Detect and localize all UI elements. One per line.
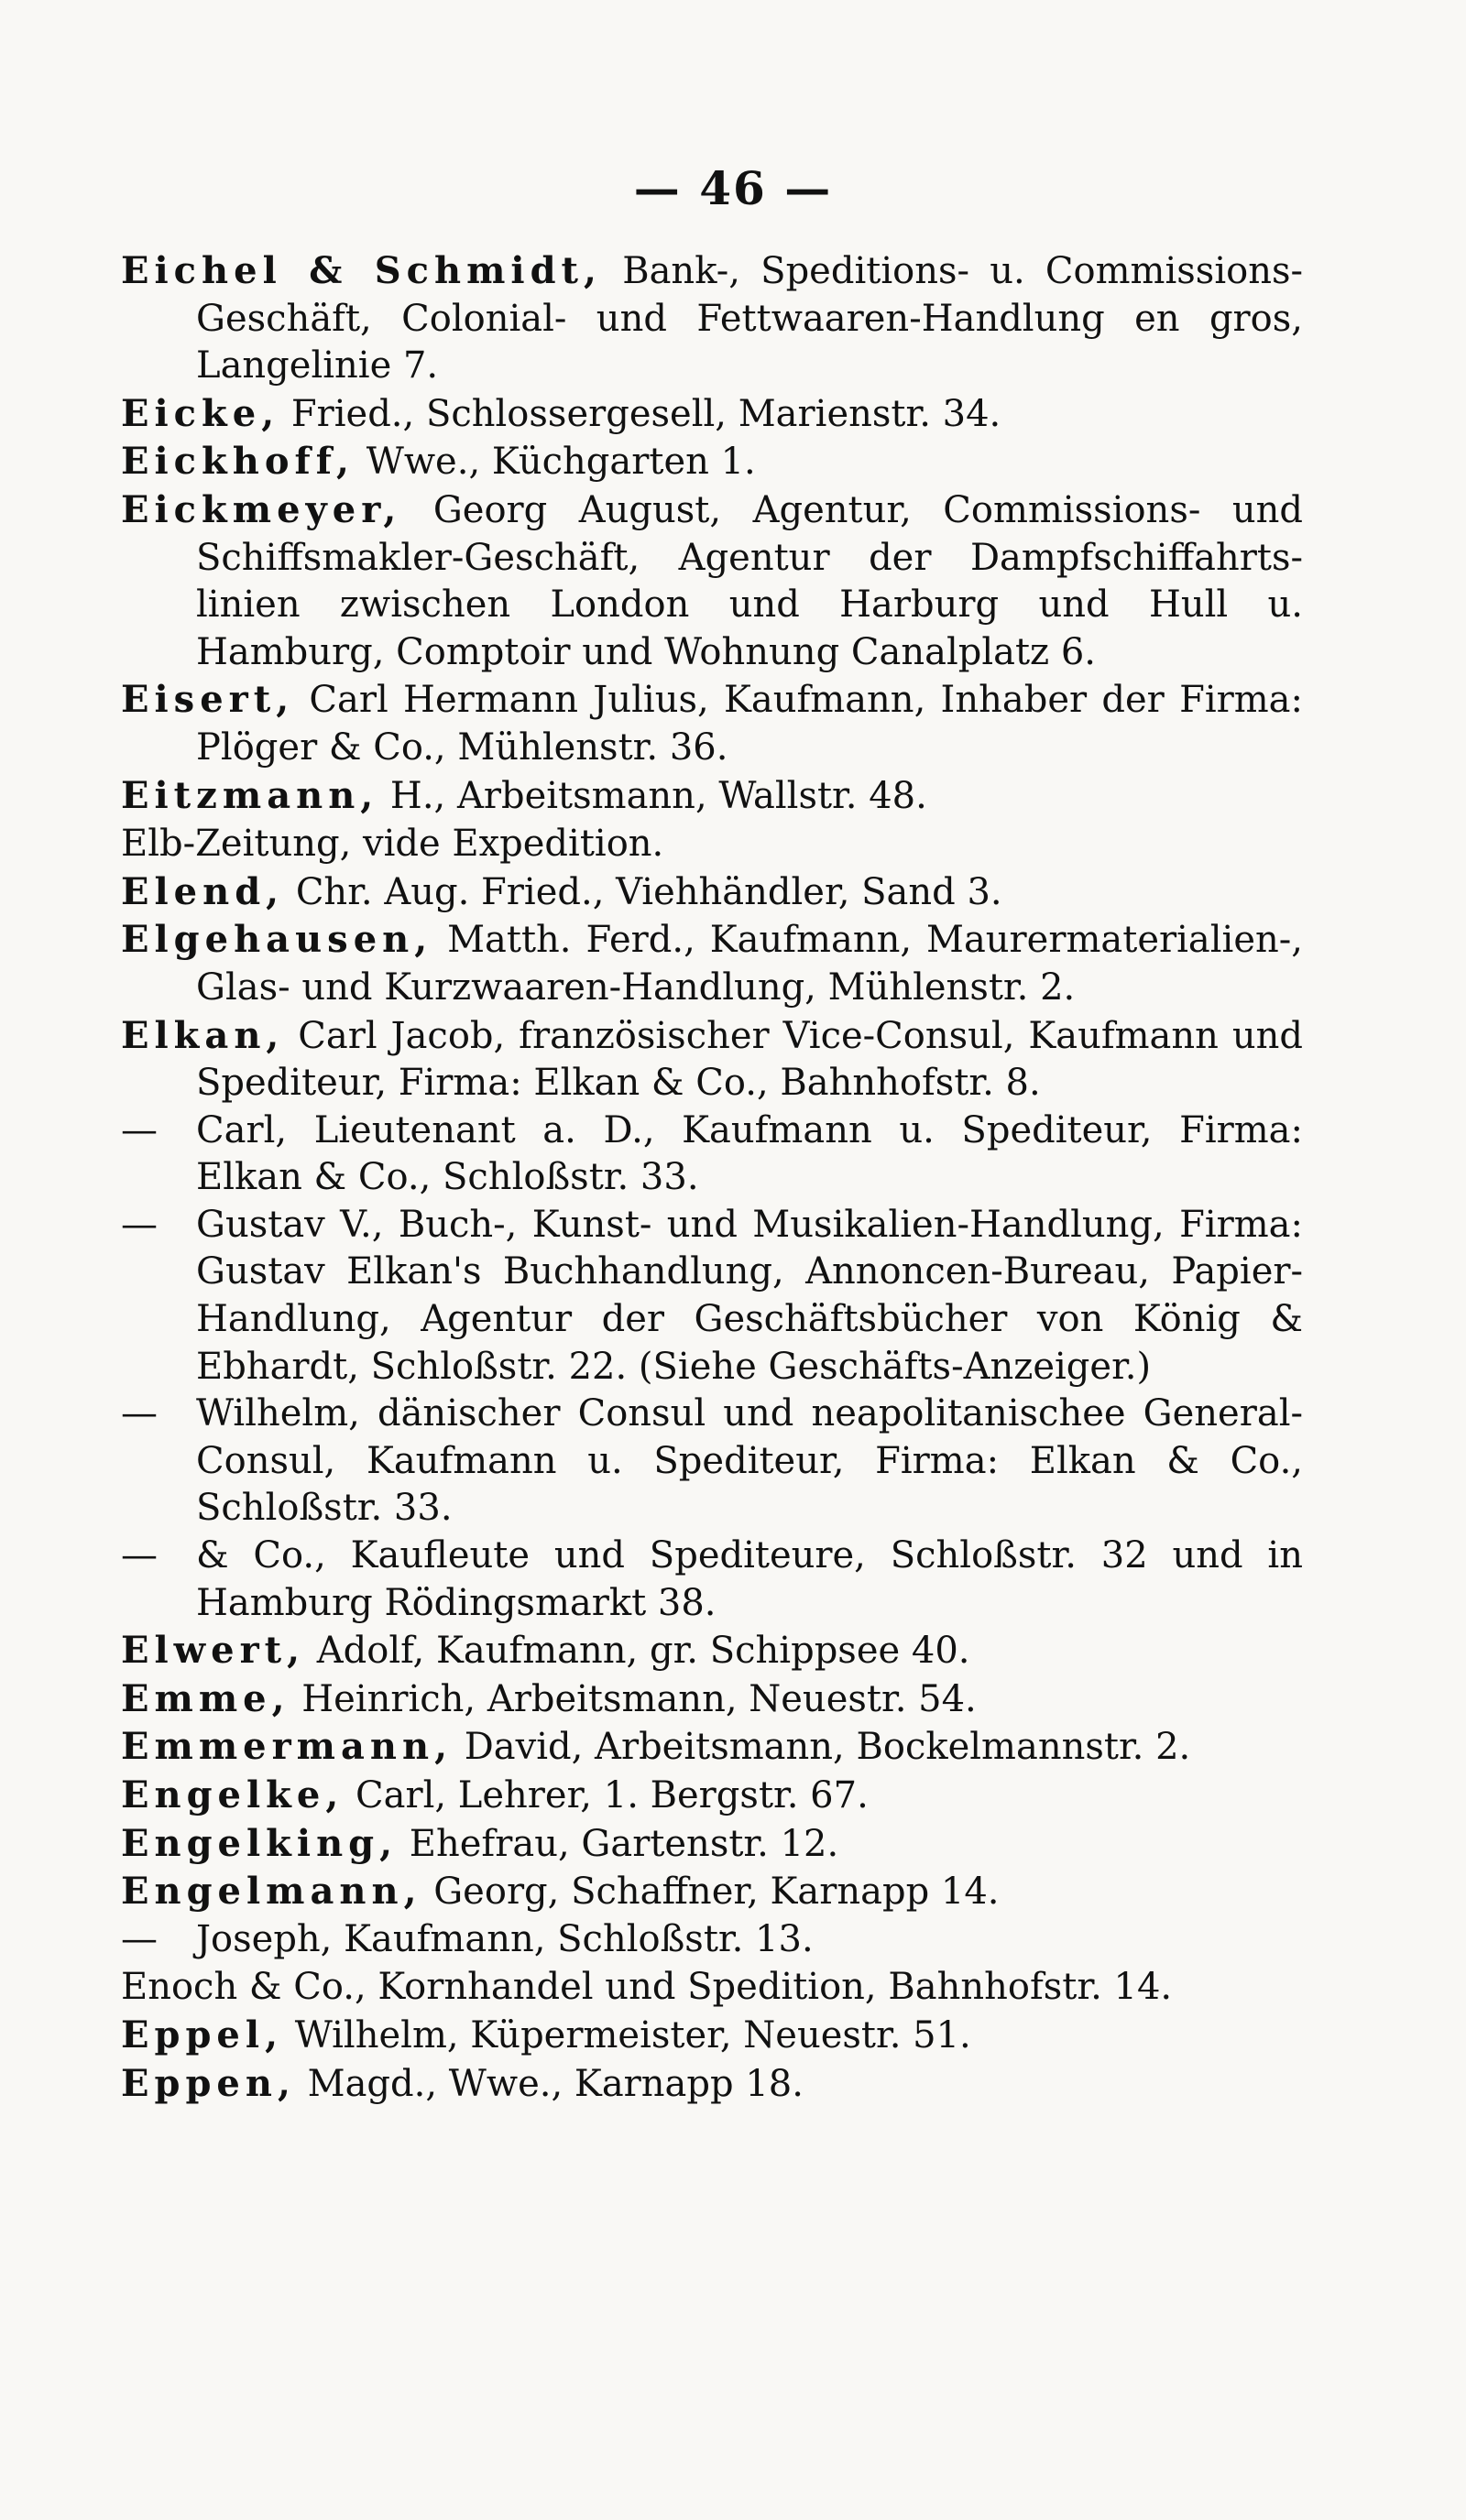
directory-entry	[121, 916, 1303, 1011]
entry-text: Fried., Schlossergesell, Marienstr. 34.	[279, 392, 1001, 435]
entry-text: Carl, Lieutenant a. D., Kaufmann u. Spediteur, Firma: Elkan & Co., Schloßstr. 33.	[196, 1108, 1303, 1199]
entry-text: H., Arbeitsmann, Wallstr. 48.	[378, 774, 927, 817]
directory-entry	[121, 1868, 1303, 1916]
entry-text: Matth. Ferd., Kaufmann, Maurermaterialien-, Glas- und Kurzwaaren-Handlung, Mühlenstr. 2.	[196, 919, 1303, 1009]
entry-name: Engelke,	[121, 1773, 345, 1816]
entry-name: Elgehausen,	[121, 918, 433, 962]
directory-entry	[121, 247, 1303, 390]
entry-name: Eickmeyer,	[121, 487, 402, 531]
ditto-dash: —	[121, 1534, 158, 1577]
directory-entry	[121, 1012, 1303, 1107]
entry-text: Enoch & Co., Kornhandel und Spedition, Bahnhofstr. 14.	[121, 1966, 1173, 2009]
entry-text: Ehefrau, Gartenstr. 12.	[398, 1822, 839, 1865]
directory-entry	[121, 2012, 1303, 2060]
directory-entry	[121, 1772, 1303, 1820]
directory-sub-entry	[121, 1391, 1303, 1533]
directory-entry	[121, 676, 1303, 771]
entry-text: David, Arbeitsmann, Bockelmannstr. 2.	[453, 1726, 1191, 1769]
entry-text: Bank-, Speditions- u. Commissions-Geschäft, Colonial- und Fettwaaren-Handlung en gros, Langelinie 7.	[196, 250, 1304, 387]
entry-name: Engelking,	[121, 1821, 399, 1865]
entry-text: Adolf, Kaufmann, gr. Schippsee 40.	[305, 1630, 970, 1673]
directory-entry	[121, 486, 1303, 676]
entry-text: Carl Hermann Julius, Kaufmann, Inhaber der Firma: Plöger & Co., Mühlenstr. 36.	[196, 679, 1303, 769]
entry-text: Chr. Aug. Fried., Viehhändler, Sand 3.	[284, 870, 1002, 913]
directory-entry	[121, 868, 1303, 917]
entry-text: Gustav V., Buch-, Kunst- und Musikalien-Handlung, Firma: Gustav Elkan's Buchhandlung, Annoncen-Bureau, Papier-Handlung, Agentur der Geschäftsbücher von König & Ebhardt, Schloßstr. 22. (Siehe Geschäfts-Anzeiger.)	[196, 1203, 1303, 1388]
directory-sub-entry	[121, 1107, 1303, 1202]
ditto-dash: —	[121, 1392, 158, 1435]
directory-entry	[121, 1820, 1303, 1869]
entry-text: Wilhelm, Küpermeister, Neuestr. 51.	[283, 2013, 971, 2056]
directory-entry	[121, 1723, 1303, 1772]
directory-entry	[121, 1627, 1303, 1675]
directory-entry	[121, 820, 1303, 868]
entry-name: Elend,	[121, 869, 285, 913]
entry-text: Elb-Zeitung, vide Expedition.	[121, 823, 664, 866]
entry-text: Wilhelm, dänischer Consul und neapolitanischee General-Consul, Kaufmann u. Spediteur, Firma: Elkan & Co., Schloßstr. 33.	[196, 1392, 1303, 1530]
entry-text: & Co., Kaufleute und Spediteure, Schloßstr. 32 und in Hamburg Rödingsmarkt 38.	[196, 1534, 1303, 1624]
entry-name: Eitzmann,	[121, 773, 379, 817]
entry-text: Heinrich, Arbeitsmann, Neuestr. 54.	[290, 1677, 977, 1720]
entry-name: Emme,	[121, 1676, 290, 1720]
page-number: — 46 —	[633, 161, 833, 215]
entry-name: Eichel & Schmidt,	[121, 249, 602, 292]
directory-sub-entry	[121, 1202, 1303, 1391]
entry-text: Georg August, Agentur, Commissions- und Schiffsmakler-Geschäft, Agentur der Dampfschiffahrts-linien zwischen London und Harburg und Hull u. Hamburg, Comptoir und Wohnung Canalplatz 6.	[196, 488, 1303, 673]
entry-name: Engelmann,	[121, 1870, 422, 1914]
entry-text: Magd., Wwe., Karnapp 18.	[295, 2062, 804, 2105]
entry-name: Eicke,	[121, 391, 280, 435]
entry-name: Elkan,	[121, 1013, 285, 1057]
directory-entry	[121, 1963, 1303, 2012]
entry-name: Elwert,	[121, 1629, 306, 1673]
directory-entries	[121, 247, 1303, 2108]
entry-text: Carl, Lehrer, 1. Bergstr. 67.	[344, 1774, 869, 1816]
entry-name: Eisert,	[121, 678, 295, 722]
entry-text: Wwe., Küchgarten 1.	[354, 441, 756, 484]
entry-name: Emmermann,	[121, 1725, 453, 1769]
entry-name: Eickhoff,	[121, 440, 355, 484]
entry-name: Eppel,	[121, 2013, 283, 2056]
entry-text: Joseph, Kaufmann, Schloßstr. 13.	[196, 1917, 814, 1960]
entry-name: Eppen,	[121, 2061, 296, 2105]
directory-entry	[121, 772, 1303, 821]
directory-entry	[121, 390, 1303, 439]
directory-entry	[121, 1675, 1303, 1724]
directory-entry	[121, 2060, 1303, 2109]
ditto-dash: —	[121, 1108, 158, 1151]
entry-text: Georg, Schaffner, Karnapp 14.	[421, 1871, 1000, 1914]
ditto-dash: —	[121, 1917, 158, 1960]
directory-entry	[121, 438, 1303, 486]
entry-text: Carl Jacob, französischer Vice-Consul, Kaufmann und Spediteur, Firma: Elkan & Co., Bahnhofstr. 8.	[196, 1014, 1303, 1105]
directory-sub-entry	[121, 1533, 1303, 1627]
directory-sub-entry	[121, 1916, 1303, 1964]
ditto-dash: —	[121, 1203, 158, 1246]
